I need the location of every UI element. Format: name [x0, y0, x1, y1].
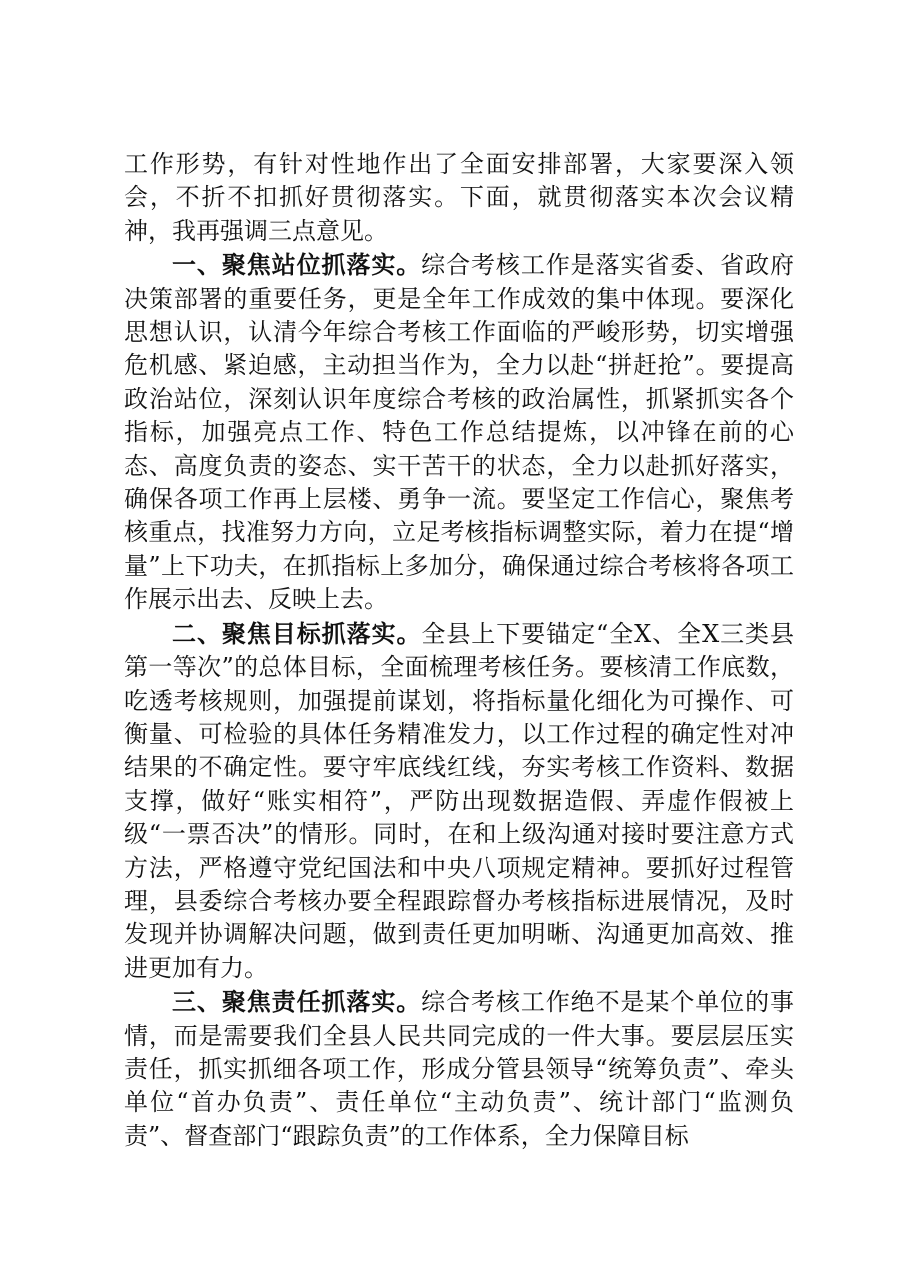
- point-three-text: 综合考核工作绝不是某个单位的事情，而是需要我们全县人民共同完成的一件大事。要层层压实责任，抓实抓细各项工作，形成分管县领导“统筹负责”、牵头单位“首办负责”、责任单位“主动负责”、统计部门“监测负责”、督查部门“跟踪负责”的工作体系，全力保障目标: [124, 988, 795, 1150]
- paragraph-point-two: [124, 617, 794, 985]
- point-three-heading: 三、聚焦责任抓落实。: [172, 987, 422, 1017]
- point-one-heading: 一、聚焦站位抓落实。: [172, 250, 422, 280]
- document-body: [124, 148, 794, 1153]
- paragraph-point-three: [124, 985, 794, 1153]
- paragraph-point-one: [124, 248, 794, 616]
- point-one-text: 综合考核工作是落实省委、省政府决策部署的重要任务，更是全年工作成效的集中体现。要深化思想认识，认清今年综合考核工作面临的严峻形势，切实增强危机感、紧迫感，主动担当作为，全力以赴“拼赶抢”。要提高政治站位，深刻认识年度综合考核的政治属性，抓紧抓实各个指标，加强亮点工作、特色工作总结提炼，以冲锋在前的心态、高度负责的姿态、实干苦干的状态，全力以赴抓好落实，确保各项工作再上层楼、勇争一流。要坚定工作信心，聚焦考核重点，找准努力方向，立足考核指标调整实际，着力在提“增量”上下功夫，在抓指标上多加分，确保通过综合考核将各项工作展示出去、反映上去。: [124, 251, 795, 614]
- paragraph-intro: [124, 148, 794, 248]
- point-two-heading: 二、聚焦目标抓落实。: [172, 618, 422, 648]
- paragraph-intro-text: 工作形势，有针对性地作出了全面安排部署，大家要深入领会，不折不扣抓好贯彻落实。下面，就贯彻落实本次会议精神，我再强调三点意见。: [124, 150, 794, 245]
- point-two-text: 全县上下要锚定“全X、全X三类县第一等次”的总体目标，全面梳理考核任务。要核清工作底数，吃透考核规则，加强提前谋划，将指标量化细化为可操作、可衡量、可检验的具体任务精准发力，以工作过程的确定性对冲结果的不确定性。要守牢底线红线，夯实考核工作资料、数据支撑，做好“账实相符”，严防出现数据造假、弄虚作假被上级“一票否决”的情形。同时，在和上级沟通对接时要注意方式方法，严格遵守党纪国法和中央八项规定精神。要抓好过程管理，县委综合考核办要全程跟踪督办考核指标进展情况，及时发现并协调解决问题，做到责任更加明晰、沟通更加高效、推进更加有力。: [124, 619, 794, 982]
